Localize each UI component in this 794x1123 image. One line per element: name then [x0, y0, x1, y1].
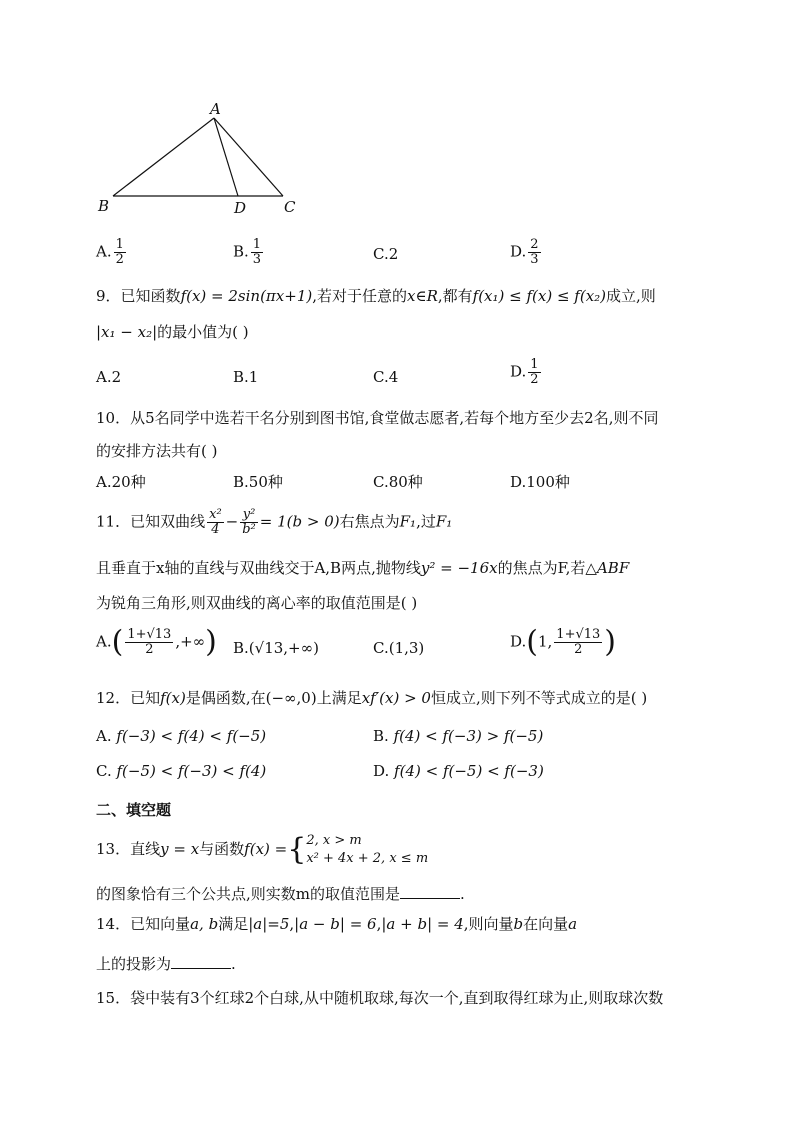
label-a: A	[210, 100, 221, 118]
segment-ad	[214, 118, 238, 196]
q11-option-d: D.(1, $\frac{1+√13}{2}$ )	[510, 624, 617, 660]
q14-answer-blank[interactable]	[171, 954, 231, 969]
q9-option-a: A.2	[96, 368, 122, 386]
q12-option-b: B. f(4) < f(−3) > f(−5)	[373, 727, 544, 745]
q8-option-b: B. $\frac{1}{3}$	[233, 237, 262, 267]
q11-option-a: A.( $\frac{1+√13}{2}$ ,+∞)	[96, 624, 217, 660]
q10-option-a: A.20种	[96, 473, 146, 491]
q10-option-d: D.100种	[510, 473, 570, 491]
q13-stem-line2: 的图象恰有三个公共点,则实数m的取值范围是 .	[96, 885, 465, 903]
triangle-figure	[90, 95, 320, 220]
section-title-fill-in: 二、填空题	[96, 801, 172, 819]
q13-answer-blank[interactable]	[400, 884, 460, 899]
q9-option-d: D. $\frac{1}{2}$	[510, 357, 539, 387]
label-c: C	[284, 198, 296, 216]
label-b: B	[98, 197, 110, 215]
q9-stem-line2: |x₁ − x₂|的最小值为( )	[96, 323, 249, 341]
q8-option-d: D. $\frac{2}{3}$	[510, 237, 539, 267]
q14-stem-line2: 上的投影为 .	[96, 955, 236, 973]
q11-stem-line3: 为锐角三角形,则双曲线的离心率的取值范围是( )	[96, 594, 418, 612]
q8-option-a: A. $\frac{1}{2}$	[96, 237, 124, 267]
q9-option-b: B.1	[233, 368, 259, 386]
q10-stem-line2: 的安排方法共有( )	[96, 442, 218, 460]
q12-option-d: D. f(4) < f(−5) < f(−3)	[373, 762, 544, 780]
q10-stem-line1: 10．从5名同学中选若干名分别到图书馆,食堂做志愿者,若每个地方至少去2名,则不同	[96, 409, 659, 427]
q12-stem: 12．已知f(x)是偶函数,在(−∞,0)上满足xf′(x) > 0恒成立,则下列不等式成立的是( )	[96, 689, 648, 707]
side-ac	[214, 118, 283, 196]
q12-option-a: A. f(−3) < f(4) < f(−5)	[96, 727, 267, 745]
q12-option-c: C. f(−5) < f(−3) < f(4)	[96, 762, 267, 780]
label-d: D	[234, 199, 247, 217]
q9-stem-line1: 9．已知函数f(x) = 2sin(πx+1),若对于任意的x∈R,都有f(x₁) ≤ f(x) ≤ f(x₂)成立,则	[96, 287, 656, 305]
q11-option-b: B.(√13,+∞)	[233, 639, 319, 657]
q13-stem-line1: 13．直线y = x与函数f(x) ={2, x > m x² + 4x + 2, x ≤ m	[96, 832, 429, 867]
q15-stem-line1: 15．袋中装有3个红球2个白球,从中随机取球,每次一个,直到取得红球为止,则取球次数	[96, 989, 664, 1007]
q9-option-c: C.4	[373, 368, 399, 386]
q14-stem-line1: 14．已知向量a, b满足|a|=5,|a − b| = 6,|a + b| = 4,则向量b在向量a	[96, 915, 578, 933]
q11-option-c: C.(1,3)	[373, 639, 425, 657]
q10-option-c: C.80种	[373, 473, 423, 491]
q8-option-c: C.2	[373, 245, 399, 263]
q11-stem-line2: 且垂直于x轴的直线与双曲线交于A,B两点,抛物线y² = −16x的焦点为F,若△ABF	[96, 559, 630, 577]
side-ab	[113, 118, 214, 196]
q11-stem-line1: 11．已知双曲线 $\frac{\text{x²}}{4}$ − $\frac{\text{y²}}{\text{b²}}$ = 1(b > 0)右焦点为F₁,过F₁	[96, 507, 453, 537]
q10-option-b: B.50种	[233, 473, 283, 491]
